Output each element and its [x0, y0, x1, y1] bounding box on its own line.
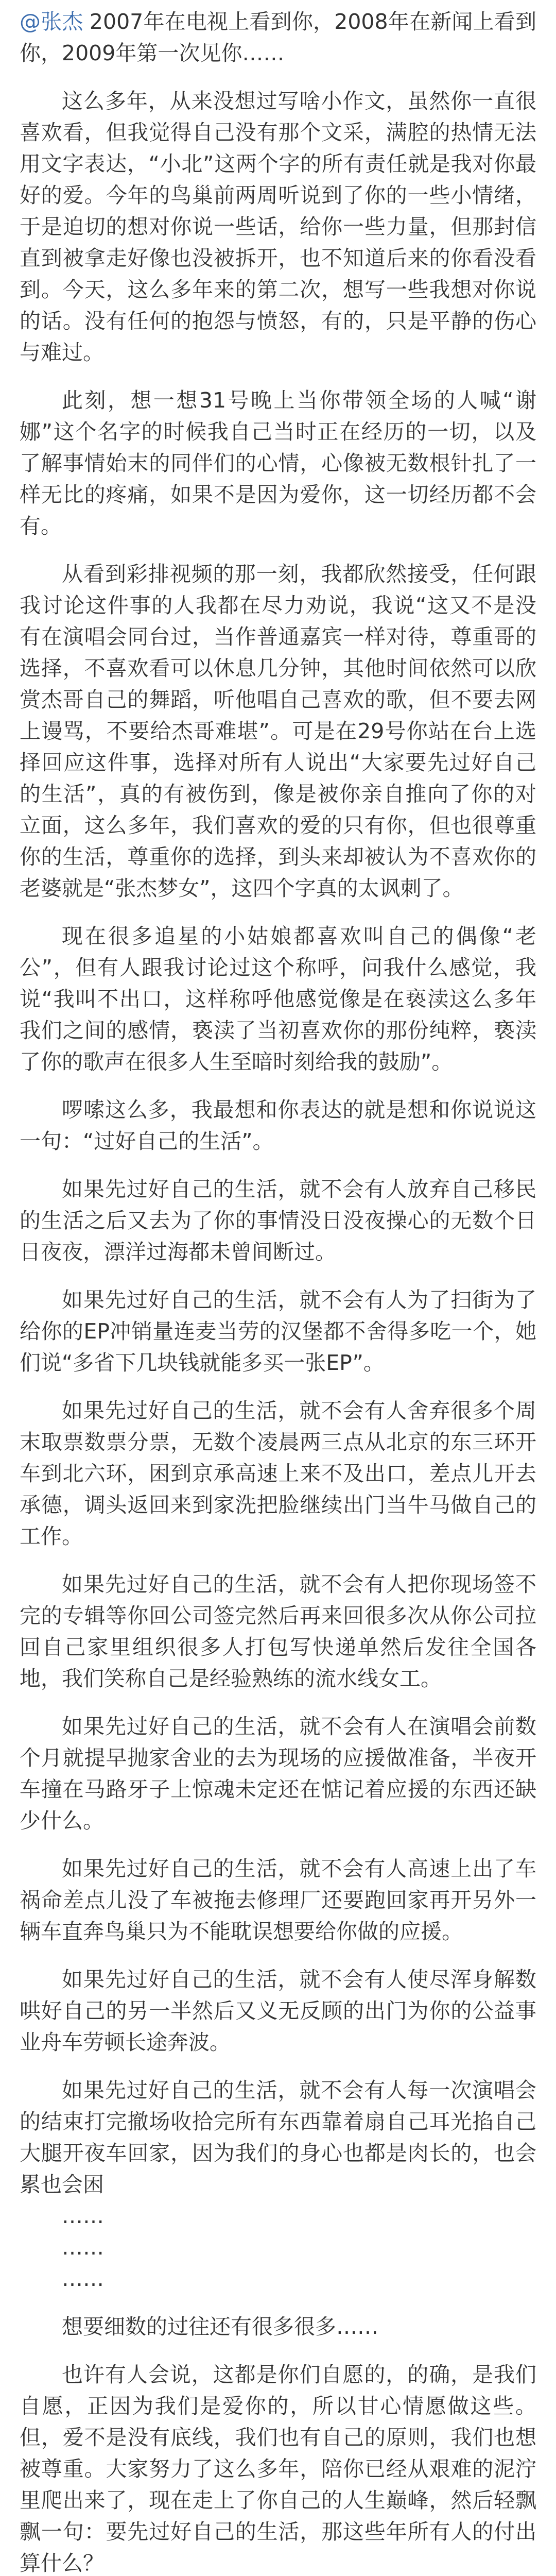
ellipsis-line: …… [62, 2235, 104, 2260]
post-body [20, 6, 536, 2576]
intro-text: 2007年在电视上看到你，2008年在新闻上看到你，2009年第一次见你…… [20, 9, 537, 65]
paragraph: 如果先过好自己的生活，就不会有人每一次演唱会的结束打完撤场收拾完所有东西靠着扇自己耳光掐自己大腿开夜车回家，因为我们的身心也都是肉长的，也会累也会困 [20, 2078, 536, 2197]
post-intro [20, 6, 536, 69]
paragraph: 如果先过好自己的生活，就不会有人高速上出了车祸命差点儿没了车被拖去修理厂还要跑回家再开另外一辆车直奔鸟巢只为不能耽误想要给你做的应援。 [20, 1856, 536, 1944]
paragraph: 从看到彩排视频的那一刻，我都欣然接受，任何跟我讨论这件事的人我都在尽力劝说，我说“这又不是没有在演唱会同台过，当作普通嘉宾一样对待，尊重哥的选择，不喜欢看可以休息几分钟，其他时间依然可以欣赏杰哥自己的舞蹈，听他唱自己喜欢的歌，但不要去网上谩骂，不要给杰哥难堪”。可是在29号你站在台上选择回应这件事，选择对所有人说出“大家要先过好自己的生活”，真的有被伤到，像是被你亲自推向了你的对立面，这么多年，我们喜欢的爱的只有你，但也很尊重你的生活，尊重你的选择，到头来却被认为不喜欢你的老婆就是“张杰梦女”，这四个字真的太讽刺了。 [20, 562, 536, 901]
paragraph: 如果先过好自己的生活，就不会有人在演唱会前数个月就提早抛家舍业的去为现场的应援做准备，半夜开车撞在马路牙子上惊魂未定还在惦记着应援的东西还缺少什么。 [20, 1714, 536, 1833]
paragraph: 如果先过好自己的生活，就不会有人使尽浑身解数哄好自己的另一半然后又义无反顾的出门为你的公益事业舟车劳顿长途奔波。 [20, 1967, 536, 2055]
paragraph: 如果先过好自己的生活，就不会有人放弃自己移民的生活之后又去为了你的事情没日没夜操心的无数个日日夜夜，漂洋过海都未曾间断过。 [20, 1177, 536, 1264]
paragraph: 现在很多追星的小姑娘都喜欢叫自己的偶像“老公”，但有人跟我讨论过这个称呼，问我什么感觉，我说“我叫不出口，这样称呼他感觉像是在亵渎这么多年我们之间的感情，亵渎了当初喜欢你的那份纯粹，亵渎了你的歌声在很多人生至暗时刻给我的鼓励”。 [20, 924, 536, 1074]
paragraph: 此刻，想一想31号晚上当你带领全场的人喊“谢娜”这个名字的时候我自己当时正在经历的一切，以及了解事情始末的同伴们的心情，心像被无数根针扎了一样无比的疼痛，如果不是因为爱你，这一切经历都不会有。 [20, 388, 536, 538]
paragraph: 啰嗦这么多，我最想和你表达的就是想和你说说这一句：“过好自己的生活”。 [20, 1097, 536, 1154]
closing-paragraph: 也许有人会说，这都是你们自愿的，的确，是我们自愿，正因为我们是爱你的，所以甘心情愿做这些。但，爱不是没有底线，我们也有自己的原则，我们也想被尊重。大家努力了这么多年，陪你已经从艰难的泥泞里爬出来了，现在走上了你自己的人生巅峰，然后轻飘飘一句：要先过好自己的生活，那这些年所有人的付出算什么？ [20, 2362, 536, 2575]
closing-paragraph: 想要细数的过往还有很多很多…… [62, 2314, 378, 2339]
ellipsis-line: …… [62, 2266, 104, 2291]
paragraph: 这么多年，从来没想过写啥小作文，虽然你一直很喜欢看，但我觉得自己没有那个文采，满腔的热情无法用文字表达，“小北”这两个字的所有责任就是我对你最好的爱。今年的鸟巢前两周听说到了你的一些小情绪，于是迫切的想对你说一些话，给你一些力量，但那封信直到被拿走好像也没被拆开，也不知道后来的你看没看到。今天，这么多年来的第二次，想写一些我想对你说的话。没有任何的抱怨与愤怒，有的，只是平静的伤心与难过。 [20, 89, 536, 365]
ellipsis-line: …… [62, 2204, 104, 2228]
mention-link[interactable]: @张杰 [20, 9, 83, 34]
paragraph: 如果先过好自己的生活，就不会有人舍弃很多个周末取票数票分票，无数个凌晨两三点从北京的东三环开车到北六环，困到京承高速上来不及出口，差点儿开去承德，调头返回来到家洗把脸继续出门当牛马做自己的工作。 [20, 1398, 536, 1549]
paragraph: 如果先过好自己的生活，就不会有人为了扫街为了给你的EP冲销量连麦当劳的汉堡都不舍得多吃一个，她们说“多省下几块钱就能多买一张EP”。 [20, 1287, 536, 1375]
paragraph: 如果先过好自己的生活，就不会有人把你现场签不完的专辑等你回公司签完然后再来回很多次从你公司拉回自己家里组织很多人打包写快递单然后发往全国各地，我们笑称自己是经验熟练的流水线女工。 [20, 1572, 536, 1691]
